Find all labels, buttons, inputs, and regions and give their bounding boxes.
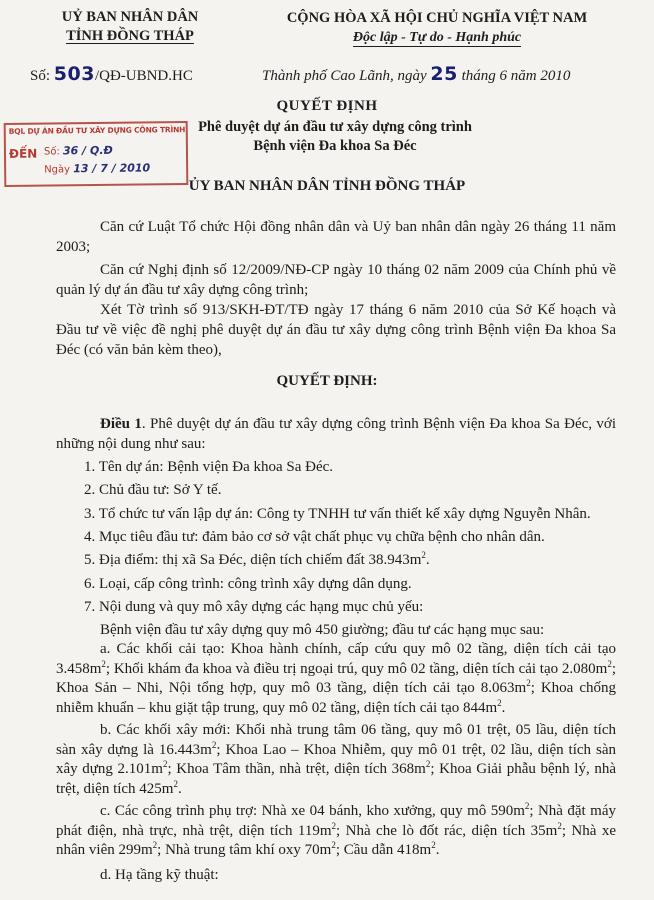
stamp-date: Ngày 13 / 7 / 2010: [44, 161, 151, 176]
document-title: QUYẾT ĐỊNH: [276, 98, 378, 114]
basis-paragraph: Căn cứ Nghị định số 12/2009/NĐ-CP ngày 10 tháng 02 năm 2009 của Chính phủ về quản lý dự án đầu tư xây dựng công trình;: [56, 262, 616, 298]
basis-paragraph: Căn cứ Luật Tổ chức Hội đồng nhân dân và Uỷ ban nhân dân ngày 26 tháng 11 năm 2003;: [56, 219, 616, 255]
document-number-handwritten: 503: [53, 63, 95, 85]
document-subtitle: Phê duyệt dự án đầu tư xây dựng công trình Bệnh viện Đa khoa Sa Đéc: [198, 119, 472, 154]
sub-item-d: d. Hạ tầng kỹ thuật:: [100, 866, 219, 883]
stamp-number: Số: 36 / Q.Đ: [43, 143, 113, 158]
list-item-intro: Bệnh viện đầu tư xây dựng quy mô 450 giường; đầu tư các hạng mục sau:: [100, 621, 545, 638]
agency-line2: TỈNH ĐỒNG THÁP: [66, 28, 194, 44]
stamp-org: BQL DỰ ÁN ĐẦU TƯ XÂY DỰNG CÔNG TRÌNH: [8, 125, 186, 136]
article-1-intro: Điều 1. Phê duyệt dự án đầu tư xây dựng công trình Bệnh viện Đa khoa Sa Đéc, với những nội dung như sau:: [56, 416, 617, 453]
list-item: 3. Tổ chức tư vấn lập dự án: Công ty TNHH tư vấn thiết kế xây dựng Nguyễn Nhân.: [84, 505, 591, 522]
date-day-handwritten: 25: [430, 63, 458, 85]
sub-item-c: c. Các công trình phụ trợ: Nhà xe 04 bánh, kho xưởng, quy mô $590m^2$; Nhà đặt máy phát điện, nhà trực, nhà trệt, diện tích $119m^2$; Nhà che lò đốt rác, diện tích $35m^2$; Nhà xe nhân viên $299m^2$; Nhà trung tâm khí oxy $70m^2$; Cầu dẫn $418m^2$.: [56, 801, 616, 859]
sub-item-b: b. Các khối xây mới: Khối nhà trung tâm 06 tầng, quy mô 01 trệt, 05 lầu, diện tích sàn xây dựng là $16.443m^2$; Khoa Lao – Khoa Nhiễm, quy mô 01 trệt, 02 lầu, diện tích sàn xây dựng $2.101m^2$; Khoa Tâm thần, nhà trệt, diện tích $368m^2$; Khoa Giải phẫu bệnh lý, nhà trệt, diện tích $425m^2$.: [56, 722, 617, 797]
basis-paragraph: Xét Tờ trình số 913/SKH-ĐT/TĐ ngày 17 tháng 6 năm 2010 của Sở Kế hoạch và Đầu tư về việc đề nghị phê duyệt dự án đầu tư xây dựng công trình Bệnh viện Đa khoa Sa Đéc (có văn bản kèm theo),: [56, 302, 616, 358]
list-item: 7. Nội dung và quy mô xây dựng các hạng mục chủ yếu:: [84, 599, 424, 616]
sub-item-a: a. Các khối cải tạo: Khoa hành chính, cấp cứu quy mô 02 tầng, diện tích cải tạo $3.458m^2$; Khối khám đa khoa và điều trị ngoại trú, quy mô 02 tầng, diện tích cải tạo $2.080m^2$; Khoa Sản – Nhi, Nội tổng hợp, quy mô 03 tầng, diện tích cải tạo $8.063m^2$; Khoa chống nhiễm khuẩn – khu giặt tập trung, quy mô 02 tầng, diện tích cải tạo $844m^2$.: [56, 641, 616, 716]
article-1: [56, 414, 616, 885]
agency-line1: UỶ BAN NHÂN DÂN: [61, 9, 199, 25]
document-date: Thành phố Cao Lãnh, ngày 25 tháng 6 năm 2010: [262, 63, 571, 85]
list-item: 2. Chủ đầu tư: Sở Y tế.: [84, 482, 222, 499]
issuer-heading: ỦY BAN NHÂN DÂN TỈNH ĐỒNG THÁP: [188, 178, 466, 194]
basis-section: [56, 217, 616, 360]
nation-name: CỘNG HÒA XÃ HỘI CHỦ NGHĨA VIỆT NAM: [286, 10, 588, 26]
document-number: Số: 503/QĐ-UBND.HC: [30, 63, 193, 85]
list-item: 6. Loại, cấp công trình: công trình xây dựng dân dụng.: [84, 575, 412, 592]
decision-heading: QUYẾT ĐỊNH:: [276, 373, 378, 389]
list-item: 5. Địa điểm: thị xã Sa Đéc, diện tích chiếm đất $38.943m^2$.: [84, 550, 430, 569]
national-header: [262, 8, 612, 48]
stamp-den-label: ĐẾN: [8, 146, 38, 161]
agency-name: [30, 8, 230, 46]
national-motto: Độc lập - Tự do - Hạnh phúc: [352, 30, 522, 45]
list-item: 4. Mục tiêu đầu tư: đảm bảo cơ sở vật chất phục vụ chữa bệnh cho nhân dân.: [84, 529, 545, 546]
list-item: 1. Tên dự án: Bệnh viện Đa khoa Sa Đéc.: [84, 458, 334, 475]
